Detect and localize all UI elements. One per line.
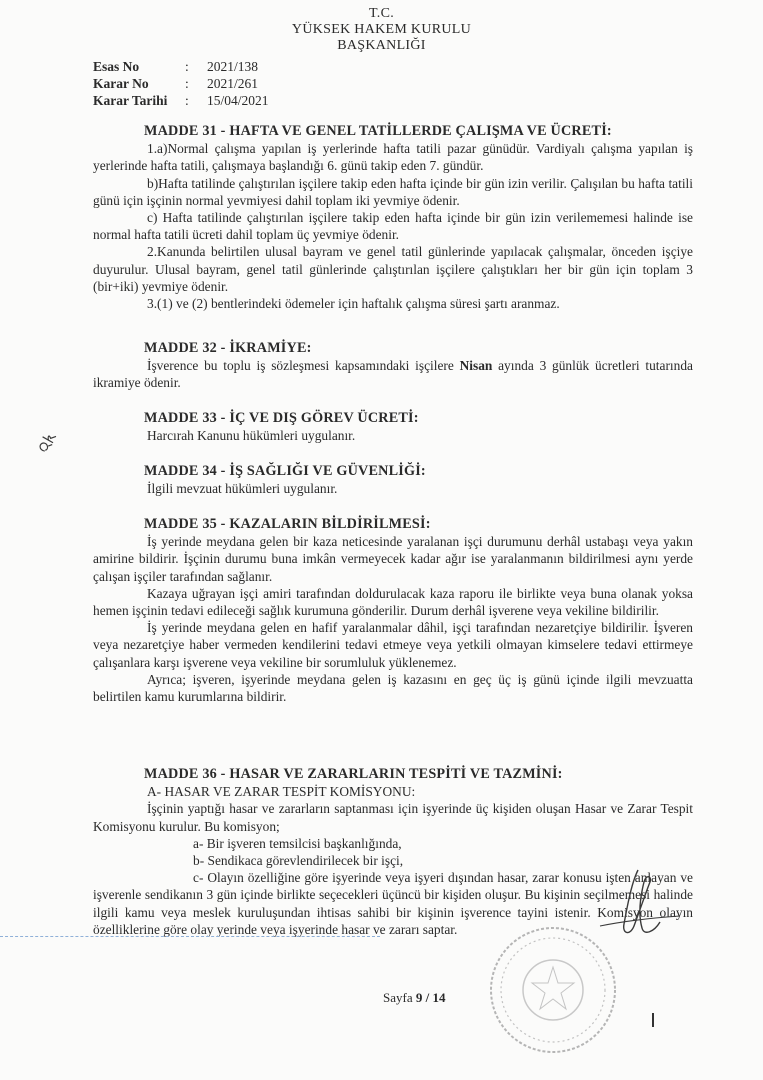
scan-dashed-line [0,936,380,937]
article-34 [93,463,693,497]
paragraph: İş yerinde meydana gelen bir kaza neticesinde yaralanan işçi durumunu derhâl ustabaşı veya yakın amirine bildirir. İşçinin durumu buna imkân vermeyecek kadar ağır ise yaralanmanın bildirilmesi aynı yerde çalışan işçiler tarafından sağlanır. [93,534,693,584]
seal-stamp-icon [478,915,628,1065]
article-title: MADDE 31 - HAFTA VE GENEL TATİLLERDE ÇALIŞMA VE ÜCRETİ: [144,123,612,139]
article-title: MADDE 36 - HASAR VE ZARARLARIN TESPİTİ VE TAZMİNİ: [144,766,563,782]
handwritten-initials [32,424,66,460]
meta-value: 15/04/2021 [207,93,269,108]
paragraph: c) Hafta tatilinde çalıştırılan işçilere takip eden hafta içinde bir gün izin verilememesi halinde ise normal hafta tatili ücreti dahil toplam üç yevmiye ödenir. [93,210,693,243]
paragraph: İlgili mevzuat hükümleri uygulanır. [147,481,338,497]
paragraph [93,357,693,391]
article-33 [93,410,693,444]
header-line-tc: T.C. [368,6,395,21]
paragraph: 1.a)Normal çalışma yapılan iş yerlerinde hafta tatili pazar günüdür. Vardiyalı çalışma yapılan iş yerlerinde hafta tatili, çalışmaya başlandığı 6. günü takip eden 7. gündür. [93,141,693,174]
text-run: ayında 3 günlük ücretleri tutarında ikramiye ödenir. [93,358,693,391]
meta-row-karar-tarihi [93,92,269,109]
case-metadata [93,58,269,109]
meta-row-karar [93,75,269,92]
article-31 [93,123,693,312]
article-title: MADDE 34 - İŞ SAĞLIĞI VE GÜVENLİĞİ: [144,463,426,479]
mark-line [652,1013,654,1027]
article-32 [93,340,693,392]
subsection-title: A- HASAR VE ZARAR TESPİT KOMİSYONU: [147,784,416,800]
list-item: b- Sendikaca görevlendirilecek bir işçi, [193,853,404,869]
paragraph: İşçinin yaptığı hasar ve zararların saptanması için işyerinde üç kişiden oluşan Hasar ve Zarar Tespit Komisyonu kurulur. Bu komisyon; [93,801,693,834]
paragraph: 2.Kanunda belirtilen ulusal bayram ve genel tatil günlerinde yapılacak çalışmalar, önceden işçiye duyurulur. Ulusal bayram, genel tatil günlerinde çalıştırılan işçilere çalıştıkları her bir gün için toplam 3 (bir+iki) yevmiye ödenir. [93,244,693,294]
initials-signature-icon [32,424,62,458]
paragraph: Kazaya uğrayan işçi amiri tarafından doldurulacak kaza raporu ile birlikte veya buna olanak yoksa hemen işçinin tedavi edileceği sağlık kurumuna gönderilir. Durum derhâl işverene veya vekiline bildirilir. [93,585,693,619]
paragraph: Harcırah Kanunu hükümleri uygulanır. [147,428,356,444]
list-item: c- Olayın özelliğine göre işyerinde veya işyeri dışından hasar, zarar konusu işten anlayan ve işverenle sendikanın 3 gün içinde birlikte seçecekleri üçüncü bir kişiden oluşur. Bu kişinin seçilmemesi halinde ilgili kamu veya meslek kuruluşundan ihtisas sahibi bir kişinin işverence tayini istenir. Komisyon olayın özelliklerine göre olay yerinde veya işyerinde hasar ve zararı saptar. [93,870,693,937]
list-item: a- Bir işveren temsilcisi başkanlığında, [193,835,402,851]
meta-sep: : [185,93,189,108]
page-footer [383,990,445,1006]
bold-month: Nisan [459,358,493,374]
meta-value: 2021/138 [207,59,259,74]
meta-row-esas [93,58,269,75]
paragraph: İş yerinde meydana gelen en hafif yaralanmalar dâhil, işçi tarafından nezaretçiye bildirilir. İşveren veya nezaretçiye haber vermeden kendilerini tedavi etmeye veya yetkili olmayan kimselere tedavi ettirmeye çalışanlara karşı işverene veya vekiline bir sorumluluk yüklenemez. [93,620,693,670]
meta-sep: : [185,76,189,91]
document-header [0,6,763,54]
article-title: MADDE 32 - İKRAMİYE: [144,340,312,356]
header-line-presidency: BAŞKANLIĞI [337,38,426,53]
meta-value: 2021/261 [207,76,259,91]
paragraph: 3.(1) ve (2) bentlerindeki ödemeler için haftalık çalışma süresi şartı aranmaz. [147,296,560,312]
meta-label: Karar Tarihi [93,93,168,108]
page-label: Sayfa [383,990,416,1005]
meta-label: Esas No [93,59,140,74]
text-run: İşverence bu toplu iş sözleşmesi kapsamındaki işçilere [147,358,460,374]
paragraph: b)Hafta tatilinde çalıştırılan işçilere takip eden hafta içinde bir gün izin verilir. Çalışılan bu hafta tatili günü için işçinin normal yevmiyesi dahil toplam iki yevmiye ödenir. [93,175,693,208]
article-title: MADDE 35 - KAZALARIN BİLDİRİLMESİ: [144,516,431,532]
header-line-institution: YÜKSEK HAKEM KURULU [291,22,472,37]
meta-label: Karar No [93,76,149,91]
article-35 [93,516,693,705]
meta-sep: : [185,59,189,74]
paragraph: Ayrıca; işveren, işyerinde meydana gelen iş kazasını en geç üç iş günü içinde ilgili mevzuatta belirtilen kamu kurumlarına bildirir. [93,671,693,705]
article-title: MADDE 33 - İÇ VE DIŞ GÖREV ÜCRETİ: [144,410,419,426]
page-number: 9 / 14 [415,990,446,1005]
